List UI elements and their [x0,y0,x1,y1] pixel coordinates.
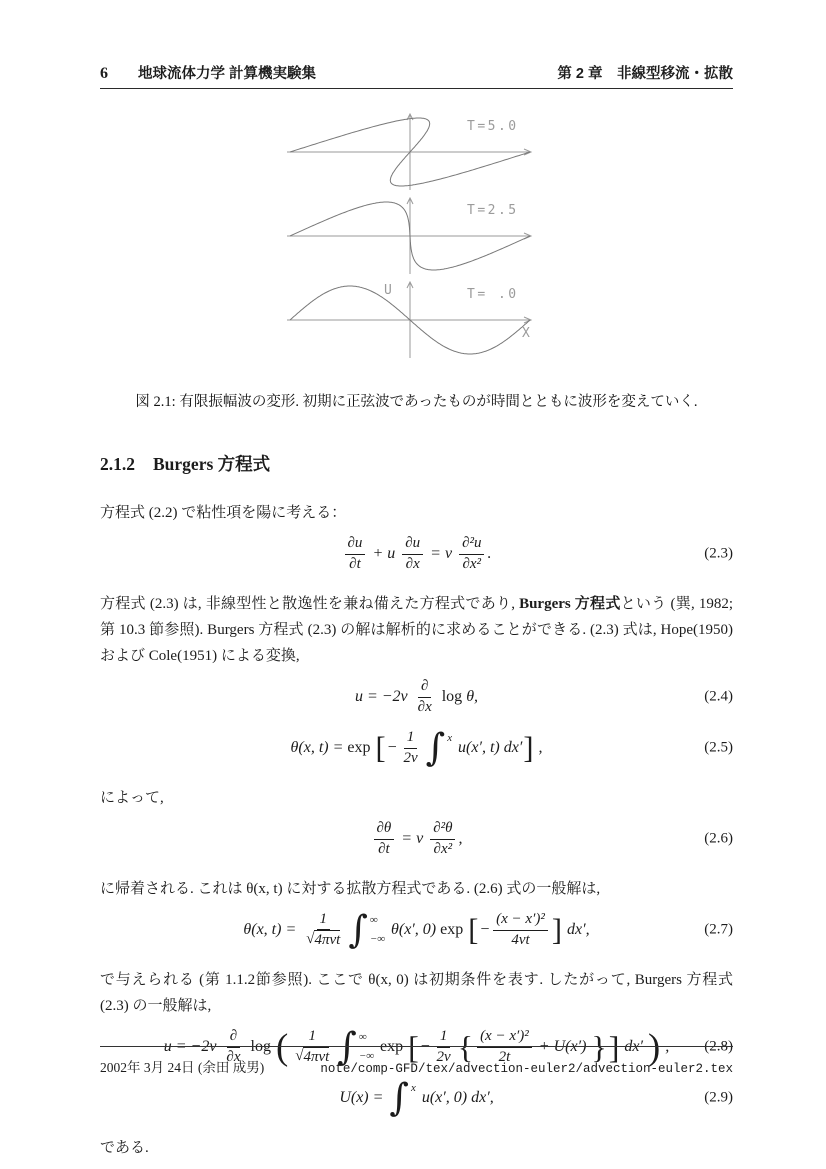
x-axis-label: X [521,326,532,341]
sqrt-radical: √ [306,931,315,947]
math-fraction [402,534,423,574]
figure-2-1 [100,109,733,411]
big-delimiter: ( [275,1025,289,1067]
header-rule [100,88,733,89]
equation-number: (2.5) [704,739,733,756]
wave-evolution-plot [287,109,547,371]
math-text: θ(x, t) = [290,739,348,756]
math-fraction [459,534,484,574]
integral-limits [411,1083,416,1112]
time-label: T= .0 [466,287,519,302]
math-text: dx′ [620,1038,648,1055]
paragraph-burgers [100,591,733,669]
math-fraction [493,910,548,950]
book-title: 地球流体力学 計算機実験集 [138,66,317,82]
math-text: log [437,688,467,705]
equation-content [100,725,733,770]
math-fraction [430,819,455,859]
fraction-denominator: 2t [498,1048,511,1065]
fraction-denominator: ∂x² [433,840,453,857]
equation-2-4 [100,674,733,720]
math-text: θ(x, t) = [243,921,301,938]
fraction-numerator: ∂θ [374,819,395,840]
integral-upper: x [447,732,453,745]
equation-2-7 [100,907,733,953]
math-fraction [303,910,343,951]
paragraph-diffusion: に帰着される. これは θ(x, t) に対する拡散方程式である. (2.6) 式の一般解は, [100,881,601,897]
math-text: = ν [397,830,428,847]
fraction-numerator: ∂ [418,677,431,698]
integral-upper: x [411,1082,416,1095]
sqrt-argument: 4πνt [303,1047,329,1068]
integral-limits [370,915,385,944]
equation-number: (2.8) [704,1038,733,1055]
time-label: T=5.0 [466,119,519,134]
equation-content [100,907,733,952]
math-text: − [419,1038,431,1055]
math-text: + U(x′) [534,1038,591,1055]
content-column [100,0,733,1161]
big-delimiter: [ [408,1029,419,1065]
integral [425,725,453,770]
paragraph-dearu: である. [100,1140,149,1156]
fraction-numerator: 1 [306,1027,320,1048]
fraction-denominator: ∂x [417,698,432,715]
integral-symbol: ∫ [348,907,368,952]
math-text: exp [347,739,375,756]
fraction-numerator: ∂²u [459,534,484,555]
integral-symbol: ∫ [389,1075,409,1120]
math-text: u(x′, 0) dx′, [417,1088,494,1106]
paragraph-niyotte: によって, [100,790,164,806]
footer-date: 2002年 3月 24日 (余田 成男) [100,1060,265,1075]
equation-number: (2.6) [704,830,733,847]
fraction-denominator [303,930,343,951]
integral-upper: ∞ [358,1031,367,1044]
math-text: − [386,739,398,756]
big-delimiter: } [591,1029,607,1065]
big-delimiter: ] [608,1029,620,1065]
math-text: u(x′, t) dx′ [454,739,523,756]
equation-number: (2.3) [704,545,733,562]
math-text: . [487,545,492,562]
fraction-numerator: (x − x′)² [477,1027,532,1048]
section-number: 2.1.2 [100,454,135,474]
math-text: θ, [466,688,479,705]
equation-number: (2.7) [704,921,733,938]
fraction-numerator: ∂u [345,534,366,555]
integral [348,907,385,952]
math-text: + u [368,545,400,562]
integral-lower: −∞ [358,1049,374,1062]
paragraph-general-solution: で与えられる (第 1.1.2節参照). ここで θ(x, 0) は初期条件を表す. したがって, Burgers 方程式 (2.3) の一般解は, [100,972,733,1014]
big-delimiter: ] [523,730,534,765]
fraction-numerator: 1 [317,910,331,931]
integral-upper: ∞ [369,914,378,927]
page-number: 6 [100,65,108,82]
math-text: dx′, [563,921,590,938]
section-heading [100,451,733,476]
fraction-denominator: 2ν [436,1048,451,1065]
bold-term: Burgers 方程式 [519,596,621,612]
big-delimiter: ) [648,1025,661,1067]
fraction-denominator: ∂t [378,840,390,857]
fraction-denominator: 2ν [403,749,418,766]
y-axis-label: U [383,283,394,298]
math-text: , [661,1038,670,1055]
integral [389,1075,416,1120]
text-run: という (巽, 1982; 第 10.3 節参照). Burgers 方程式 (2.3) の解は解析的に求めることができる. (2.3) 式は, Hope(1950) および Cole(1951) による変換, [100,596,733,664]
math-fraction [415,677,435,717]
equation-number: (2.9) [704,1089,733,1106]
equation-content [100,819,733,859]
equation-number: (2.4) [704,688,733,705]
footer-rule [100,1046,733,1047]
footer-source-path: note/comp-GFD/tex/advection-euler2/advection-euler2.tex [320,1062,733,1076]
fraction-numerator: 1 [404,728,418,749]
integral-limits [447,733,452,762]
math-text: exp [440,921,468,938]
math-text: , [458,830,463,847]
text-run: 方程式 (2.3) は, 非線型性と散逸性を兼ね備えた方程式であり, [100,596,520,612]
section-title: Burgers 方程式 [153,454,271,474]
fraction-numerator: ∂²θ [430,819,455,840]
sqrt-radical: √ [295,1048,304,1064]
equation-2-6 [100,816,733,862]
math-text: exp [375,1038,408,1055]
fraction-denominator: ∂t [349,555,361,572]
math-text: = ν [426,545,457,562]
fraction-denominator: ∂x [226,1048,241,1065]
fraction-numerator: 1 [437,1027,451,1048]
math-text: u = −2ν [163,1038,221,1055]
figure-caption: 図 2.1: 有限振幅波の変形. 初期に正弦波であったものが時間とともに波形を変えていく. [135,394,698,410]
fraction-denominator: ∂x² [462,555,482,572]
fraction-denominator: ∂x [405,555,420,572]
paragraph-intro: 方程式 (2.2) で粘性項を陽に考える： [100,505,347,521]
equation-content [100,677,733,717]
math-text: u = −2ν [354,688,412,705]
equation-2-3 [100,531,733,577]
fraction-numerator: ∂ [227,1027,240,1048]
equation-content [100,1075,733,1120]
math-text: log [246,1038,275,1055]
equation-2-5 [100,725,733,771]
integral-symbol: ∫ [337,1024,357,1069]
math-fraction [400,728,420,768]
fraction-numerator: ∂u [402,534,423,555]
big-delimiter: ] [551,912,562,947]
math-text: θ(x′, 0) [387,921,441,938]
page-footer [100,1046,733,1076]
math-text: U(x) = [339,1088,388,1106]
equation-content [100,534,733,574]
math-fraction [345,534,366,574]
equation-2-9 [100,1075,733,1121]
big-delimiter: { [457,1029,474,1065]
math-text: , [534,739,543,756]
big-delimiter: [ [375,730,386,765]
math-text: − [479,921,491,938]
footer-row [100,1056,733,1076]
sqrt-argument: 4πνt [314,930,340,951]
fraction-denominator: 4νt [511,931,530,948]
integral-lower: −∞ [369,932,385,945]
page-header [100,0,733,83]
math-fraction [374,819,395,859]
fraction-numerator: (x − x′)² [493,910,548,931]
integral-symbol: ∫ [425,725,446,770]
chapter-title: 第 2 章 非線型移流・拡散 [557,66,733,82]
time-label: T=2.5 [466,203,519,218]
big-delimiter: [ [468,912,479,947]
